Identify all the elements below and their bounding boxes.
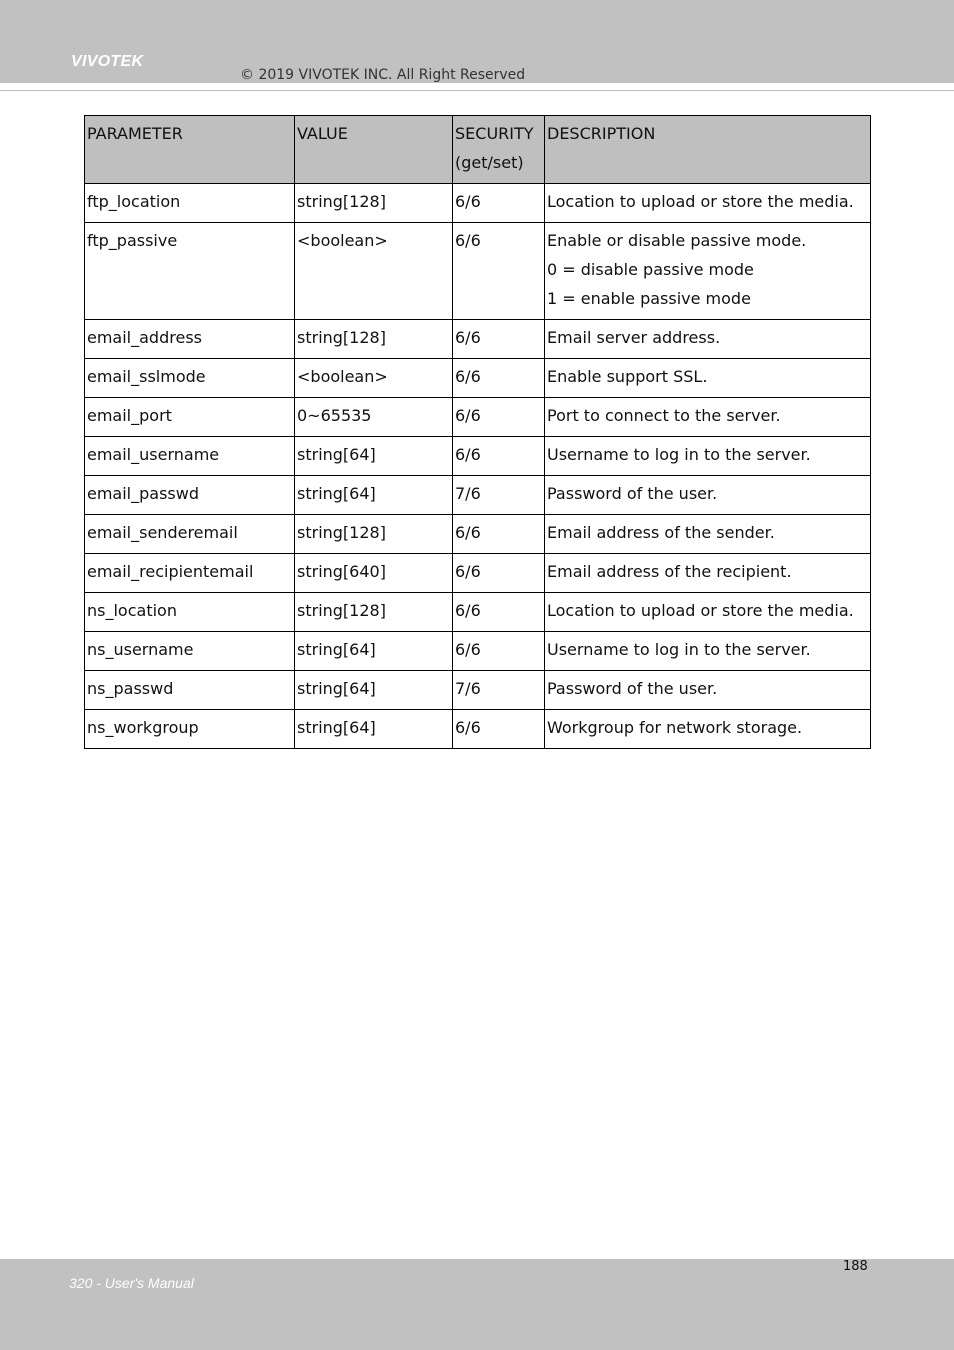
cell-parameter: email_port [85, 398, 295, 437]
cell-description [545, 437, 871, 476]
cell-description [545, 710, 871, 749]
cell-parameter: ns_workgroup [85, 710, 295, 749]
cell-description [545, 515, 871, 554]
cell-value: string[128] [295, 593, 453, 632]
cell-security: 7/6 [453, 671, 545, 710]
table-header-row [85, 116, 871, 184]
cell-parameter: email_sslmode [85, 359, 295, 398]
cell-security: 6/6 [453, 398, 545, 437]
cell-security: 6/6 [453, 632, 545, 671]
cell-value: string[64] [295, 671, 453, 710]
cell-security: 6/6 [453, 359, 545, 398]
cell-value: string[64] [295, 437, 453, 476]
cell-description [545, 320, 871, 359]
header-parameter: PARAMETER [85, 116, 295, 184]
cell-security: 6/6 [453, 710, 545, 749]
cell-value: string[128] [295, 320, 453, 359]
cell-parameter: email_senderemail [85, 515, 295, 554]
cell-value: string[128] [295, 184, 453, 223]
cell-description [545, 476, 871, 515]
table-row [85, 398, 871, 437]
table-row [85, 593, 871, 632]
brand-logo: VIVOTEK [71, 53, 144, 70]
cell-parameter: ns_username [85, 632, 295, 671]
cell-security: 7/6 [453, 476, 545, 515]
cell-description [545, 671, 871, 710]
cell-value: string[128] [295, 515, 453, 554]
cell-value: <boolean> [295, 223, 453, 320]
cell-security: 6/6 [453, 184, 545, 223]
description-line: Email address of the recipient. [547, 562, 792, 581]
cell-security: 6/6 [453, 515, 545, 554]
description-line: Email server address. [547, 328, 721, 347]
cell-value: 0~65535 [295, 398, 453, 437]
cell-value: string[64] [295, 710, 453, 749]
cell-description [545, 223, 871, 320]
description-line: Location to upload or store the media. [547, 192, 854, 211]
cell-security: 6/6 [453, 554, 545, 593]
footer-band [0, 1259, 954, 1350]
cell-parameter: ftp_passive [85, 223, 295, 320]
description-line: Enable or disable passive mode. [547, 231, 807, 250]
table-row [85, 515, 871, 554]
parameter-table [84, 115, 871, 749]
cell-description [545, 398, 871, 437]
cell-parameter: email_passwd [85, 476, 295, 515]
description-line: Username to log in to the server. [547, 445, 811, 464]
cell-description [545, 593, 871, 632]
description-line: Username to log in to the server. [547, 640, 811, 659]
table-row [85, 320, 871, 359]
table-row [85, 710, 871, 749]
header-value: VALUE [295, 116, 453, 184]
table-row [85, 632, 871, 671]
cell-parameter: ftp_location [85, 184, 295, 223]
cell-security: 6/6 [453, 223, 545, 320]
cell-parameter: ns_passwd [85, 671, 295, 710]
cell-security: 6/6 [453, 437, 545, 476]
cell-value: string[64] [295, 632, 453, 671]
description-line: Password of the user. [547, 484, 718, 503]
table-row [85, 359, 871, 398]
description-line: Password of the user. [547, 679, 718, 698]
table-row [85, 554, 871, 593]
cell-security: 6/6 [453, 593, 545, 632]
cell-value: string[64] [295, 476, 453, 515]
table-row [85, 671, 871, 710]
description-line: Email address of the sender. [547, 523, 775, 542]
cell-parameter: ns_location [85, 593, 295, 632]
table-row [85, 476, 871, 515]
page-number: 188 [843, 1259, 868, 1274]
table-row [85, 223, 871, 320]
cell-security: 6/6 [453, 320, 545, 359]
cell-parameter: email_address [85, 320, 295, 359]
table-row [85, 184, 871, 223]
header-security [453, 116, 545, 184]
table-row [85, 437, 871, 476]
cell-value: string[640] [295, 554, 453, 593]
copyright-notice: © 2019 VIVOTEK INC. All Right Reserved [240, 67, 526, 83]
header-security-line1: SECURITY [455, 124, 534, 143]
header-divider [0, 90, 954, 91]
cell-description [545, 632, 871, 671]
manual-label: 320 - User's Manual [69, 1275, 194, 1291]
table-body [85, 184, 871, 749]
header-description: DESCRIPTION [545, 116, 871, 184]
description-line: 1 = enable passive mode [547, 289, 751, 308]
cell-description [545, 184, 871, 223]
description-line: Location to upload or store the media. [547, 601, 854, 620]
cell-parameter: email_recipientemail [85, 554, 295, 593]
description-line: Workgroup for network storage. [547, 718, 803, 737]
description-line: Enable support SSL. [547, 367, 708, 386]
header-security-line2: (get/set) [455, 153, 524, 172]
cell-parameter: email_username [85, 437, 295, 476]
cell-description [545, 554, 871, 593]
description-line: Port to connect to the server. [547, 406, 781, 425]
cell-description [545, 359, 871, 398]
cell-value: <boolean> [295, 359, 453, 398]
description-line: 0 = disable passive mode [547, 260, 754, 279]
